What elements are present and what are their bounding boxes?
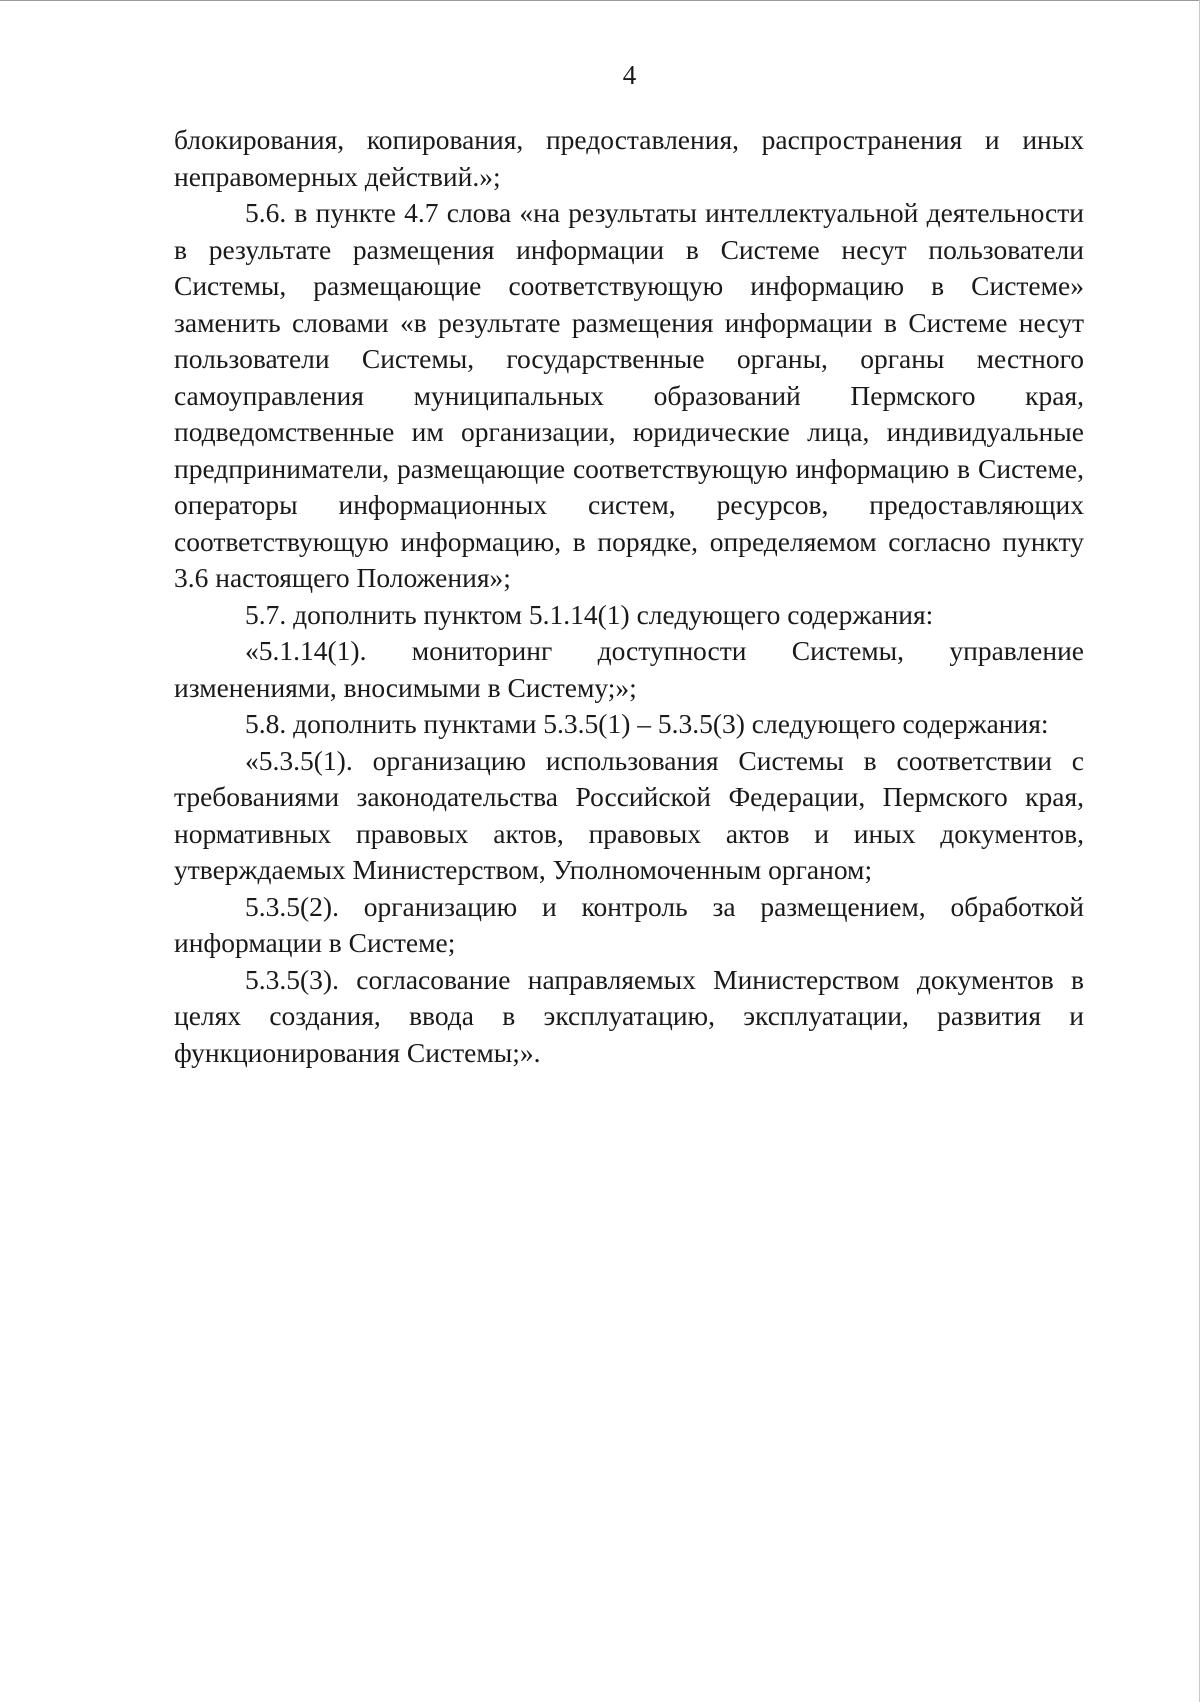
paragraph-5-1-14-1: «5.1.14(1). мониторинг доступности Системы, управление изменениями, вносимыми в Систему;»; xyxy=(174,635,1084,703)
paragraph-5-7: 5.7. дополнить пунктом 5.1.14(1) следующего содержания: xyxy=(245,598,934,630)
paragraph-5-6: 5.6. в пункте 4.7 слова «на результаты интеллектуальной деятельности в результате размещения информации в Системе несут пользователи Системы, размещающие соответствующую информацию в Системе» заменить словами «в результате размещения информации в Системе несут пользователи Системы, государственные органы, органы местного самоуправления муниципальных образований Пермского края, подведомственные им организации, юридические лица, индивидуальные предприниматели, размещающие соответствующую информацию в Системе, операторы информационных систем, ресурсов, предоставляющих соответствующую информацию, в порядке, определяемом согласно пункту 3.6 настоящего Положения»; xyxy=(174,197,1084,593)
paragraph-5-3-5-1: «5.3.5(1). организацию использования Системы в соответствии с требованиями законодательства Российской Федерации, Пермского края, нормативных правовых актов, правовых актов и иных документов, утверждаемых Министерством, Уполномоченным органом; xyxy=(174,744,1084,885)
paragraph-5-3-5-3: 5.3.5(3). согласование направляемых Министерством документов в целях создания, ввода в эксплуатацию, эксплуатации, развития и функционирования Системы;». xyxy=(174,963,1084,1068)
document-body xyxy=(174,122,1084,1071)
paragraph-5-3-5-2: 5.3.5(2). организацию и контроль за размещением, обработкой информации в Системе; xyxy=(174,890,1084,958)
scan-edge-top xyxy=(0,0,1200,1)
paragraph-continuation: блокирования, копирования, предоставления, распространения и иных неправомерных действий.»; xyxy=(174,124,1084,192)
page-number: 4 xyxy=(622,60,637,90)
paragraph-5-8: 5.8. дополнить пунктами 5.3.5(1) – 5.3.5(3) следующего содержания: xyxy=(245,708,1049,739)
